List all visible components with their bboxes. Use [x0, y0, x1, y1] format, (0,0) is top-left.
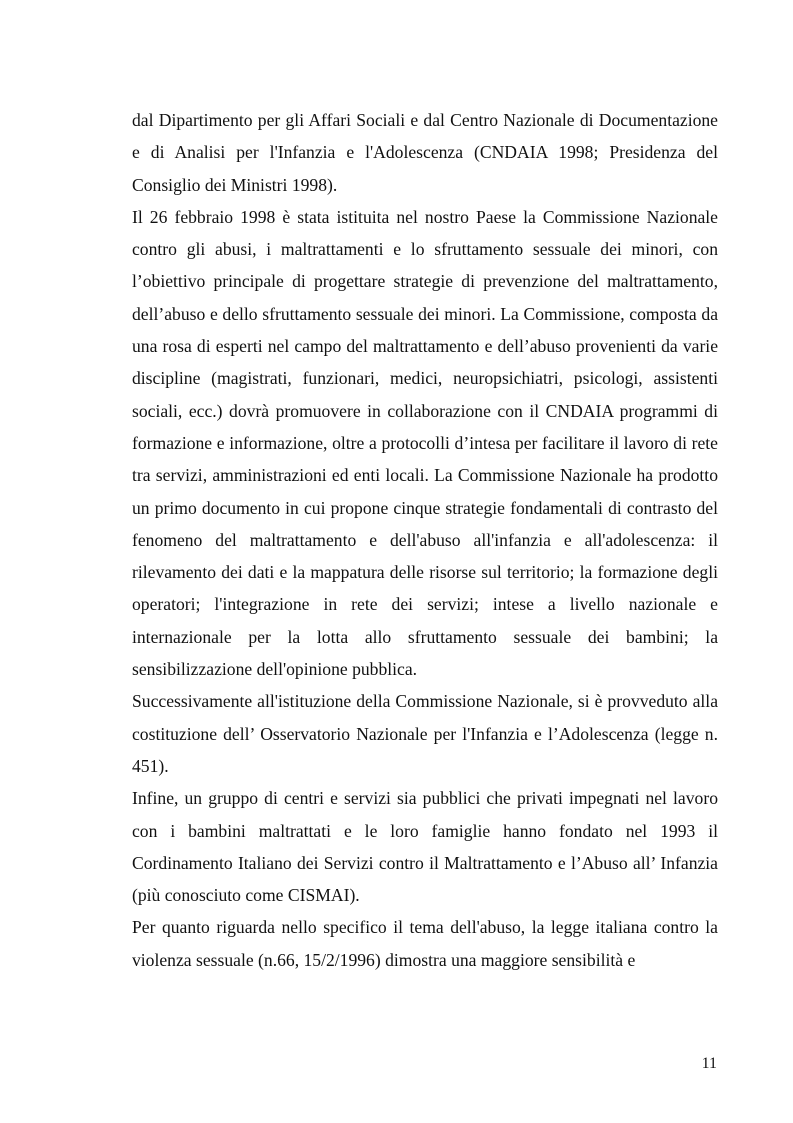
body-text — [132, 104, 718, 976]
paragraph: Il 26 febbraio 1998 è stata istituita nel nostro Paese la Commissione Nazionale contro gli abusi, i maltrattamenti e lo sfruttamento sessuale dei minori, con l’obiettivo principale di progettare strategie di prevenzione del maltrattamento, dell’abuso e dello sfruttamento sessuale dei minori. La Commissione, composta da una rosa di esperti nel campo del maltrattamento e dell’abuso provenienti da varie discipline (magistrati, funzionari, medici, neuropsichiatri, psicologi, assistenti sociali, ecc.) dovrà promuovere in collaborazione con il CNDAIA programmi di formazione e informazione, oltre a protocolli d’intesa per facilitare il lavoro di rete tra servizi, amministrazioni ed enti locali. La Commissione Nazionale ha prodotto un primo documento in cui propone cinque strategie fondamentali di contrasto del fenomeno del maltrattamento e dell'abuso all'infanzia e all'adolescenza: il rilevamento dei dati e la mappatura delle risorse sul territorio; la formazione degli operatori; l'integrazione in rete dei servizi; intese a livello nazionale e internazionale per la lotta allo sfruttamento sessuale dei bambini; la sensibilizzazione dell'opinione pubblica. — [132, 206, 718, 680]
paragraph: dal Dipartimento per gli Affari Sociali e dal Centro Nazionale di Documentazione e di Analisi per l'Infanzia e l'Adolescenza (CNDAIA 1998; Presidenza del Consiglio dei Ministri 1998). — [132, 110, 718, 195]
paragraph: Infine, un gruppo di centri e servizi sia pubblici che privati impegnati nel lavoro con i bambini maltrattati e le loro famiglie hanno fondato nel 1993 il Cordinamento Italiano dei Servizi contro il Maltrattamento e l’Abuso all’ Infanzia (più conosciuto come CISMAI). — [132, 788, 718, 906]
paragraph: Per quanto riguarda nello specifico il tema dell'abuso, la legge italiana contro la violenza sessuale (n.66, 15/2/1996) dimostra una maggiore sensibilità e — [132, 917, 718, 970]
page-number: 11 — [701, 1055, 717, 1072]
paragraph: Successivamente all'istituzione della Commissione Nazionale, si è provveduto alla costituzione dell’ Osservatorio Nazionale per l'Infanzia e l’Adolescenza (legge n. 451). — [132, 691, 718, 776]
